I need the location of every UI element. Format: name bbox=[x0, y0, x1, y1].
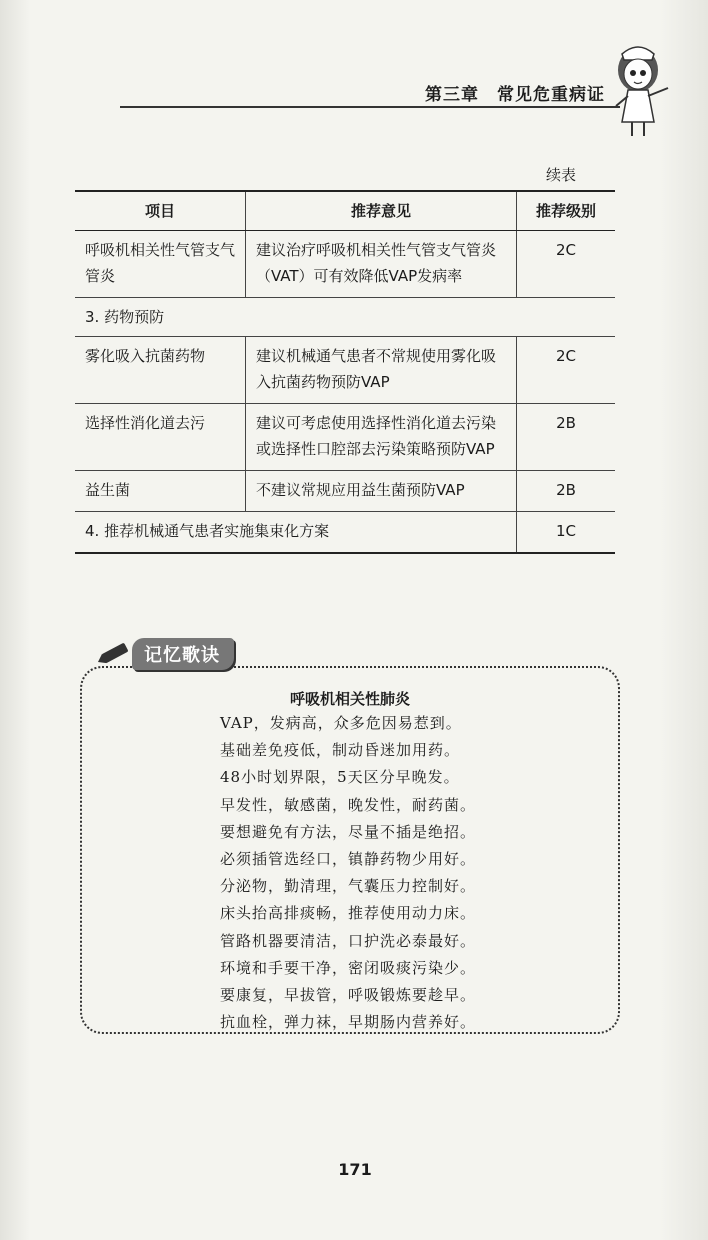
recommendation-cell: 不建议常规应用益生菌预防VAP bbox=[246, 471, 517, 512]
table-row bbox=[75, 404, 615, 471]
recommendation-cell: 建议可考虑使用选择性消化道去污染或选择性口腔部去污染策略预防VAP bbox=[246, 404, 517, 471]
page-number: 171 bbox=[338, 1160, 372, 1179]
item-cell: 雾化吸入抗菌药物 bbox=[75, 337, 246, 404]
memory-badge-label: 记忆歌诀 bbox=[132, 638, 234, 670]
rhyme-lines bbox=[220, 710, 476, 1036]
rhyme-line: 早发性，敏感菌，晚发性，耐药菌。 bbox=[220, 795, 477, 814]
header-rule bbox=[120, 106, 620, 108]
rhyme-line: 管路机器要清洁，口护洗必泰最好。 bbox=[220, 931, 477, 950]
table-header-row bbox=[75, 191, 615, 231]
item-cell: 呼吸机相关性气管支气管炎 bbox=[75, 231, 246, 298]
rhyme-title: 呼吸机相关性肺炎 bbox=[289, 690, 410, 708]
continued-table-label: 续表 bbox=[546, 166, 577, 184]
nurse-mascot-icon bbox=[608, 40, 672, 140]
item-cell: 益生菌 bbox=[75, 471, 246, 512]
column-header-item: 项目 bbox=[75, 191, 246, 231]
level-cell: 1C bbox=[517, 512, 616, 554]
memory-rhyme-box bbox=[80, 666, 620, 1034]
rhyme-line: 要康复，早拔管，呼吸锻炼要趁早。 bbox=[220, 985, 477, 1004]
table-row bbox=[75, 337, 615, 404]
rhyme-line: 要想避免有方法，尽量不插是绝招。 bbox=[220, 822, 477, 841]
level-cell: 2C bbox=[517, 337, 616, 404]
chapter-title: 第三章 常见危重病证 bbox=[425, 85, 605, 105]
rhyme-line: VAP，发病高，众多危因易惹到。 bbox=[220, 714, 462, 732]
pencil-icon bbox=[95, 640, 132, 668]
item-cell: 选择性消化道去污 bbox=[75, 404, 246, 471]
rhyme-line: 分泌物，勤清理，气囊压力控制好。 bbox=[220, 877, 477, 896]
rhyme-line: 抗血栓，弹力袜，早期肠内营养好。 bbox=[220, 1013, 477, 1032]
running-header bbox=[0, 74, 708, 114]
rhyme-line: 床头抬高排痰畅，推荐使用动力床。 bbox=[220, 904, 477, 923]
table-section-row bbox=[75, 512, 615, 554]
recommendation-cell: 建议机械通气患者不常规使用雾化吸入抗菌药物预防VAP bbox=[246, 337, 517, 404]
level-cell: 2C bbox=[517, 231, 616, 298]
rhyme-line: 48小时划界限，5天区分早晚发。 bbox=[220, 768, 460, 787]
table-row bbox=[75, 231, 615, 298]
level-cell: 2B bbox=[517, 471, 616, 512]
table-row bbox=[75, 471, 615, 512]
recommendation-table bbox=[75, 190, 615, 554]
section-heading: 4. 推荐机械通气患者实施集束化方案 bbox=[75, 512, 517, 554]
memory-badge bbox=[96, 638, 234, 670]
column-header-level: 推荐级别 bbox=[517, 191, 616, 231]
rhyme-line: 基础差免疫低，制动昏迷加用药。 bbox=[220, 741, 461, 760]
column-header-recommendation: 推荐意见 bbox=[246, 191, 517, 231]
table-section-row bbox=[75, 298, 615, 337]
rhyme-line: 必须插管选经口，镇静药物少用好。 bbox=[220, 849, 477, 868]
recommendation-cell: 建议治疗呼吸机相关性气管支气管炎（VAT）可有效降低VAP发病率 bbox=[246, 231, 517, 298]
level-cell: 2B bbox=[517, 404, 616, 471]
section-heading: 3. 药物预防 bbox=[75, 298, 615, 337]
rhyme-line: 环境和手要干净，密闭吸痰污染少。 bbox=[220, 958, 477, 977]
